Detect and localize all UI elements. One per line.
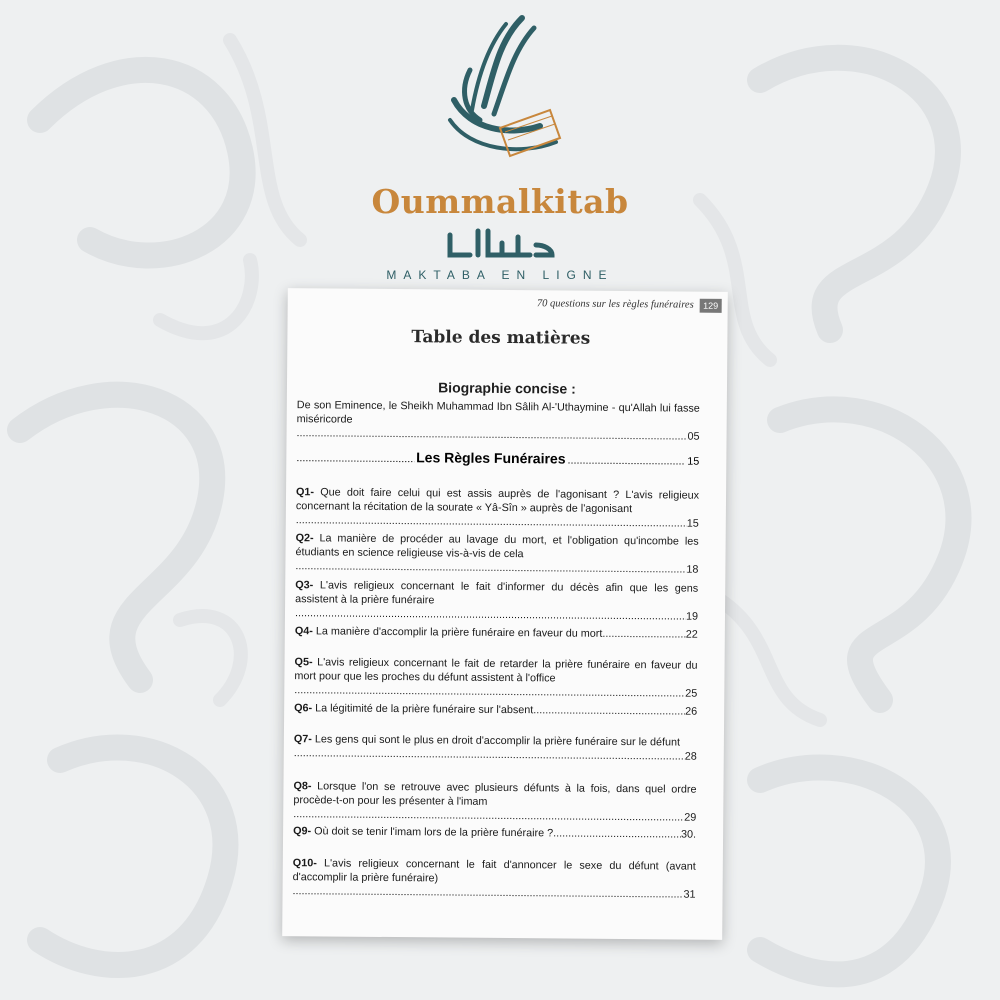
entry-label: Q3- (295, 579, 314, 592)
entry-page: 30. (681, 828, 697, 841)
dot-leader (296, 452, 414, 465)
toc-entry-q7 (294, 732, 697, 764)
entry-label: Q4- (294, 625, 313, 638)
section-page: 15 (687, 455, 700, 468)
entry-text: La manière d'accomplir la prière funéraire en faveur du mort (315, 625, 603, 640)
dot-leader (297, 426, 688, 443)
entry-page: 29 (684, 811, 697, 824)
running-header: 70 questions sur les règles funéraires (536, 298, 694, 311)
entry-page: 26 (685, 705, 698, 718)
page-number: 129 (700, 299, 722, 313)
toc-entry-q5 (294, 655, 697, 701)
brand-name: Oummalkitab (371, 182, 629, 221)
entry-label: Q2- (295, 532, 314, 545)
toc-entry-q8 (293, 779, 696, 825)
dot-leader (295, 606, 686, 623)
entry-text: Que doit faire celui qui est assis auprès de l'agonisant ? L'avis religieux concernant la récitation de la sourate « Yâ-Sîn » auprès de l'agonisant (295, 486, 700, 516)
entry-page: 25 (685, 687, 698, 700)
toc-entry-q6 (294, 701, 697, 719)
brand-logo-block (330, 10, 670, 280)
toc-entry-q2 (295, 531, 698, 577)
dot-leader (567, 455, 685, 468)
bio-leader (297, 426, 700, 444)
entry-page: 22 (685, 628, 698, 641)
entry-text: L'avis religieux concernant le fait d'annoncer le sexe du défunt (avant d'accomplir la prière funéraire) (292, 857, 696, 885)
entry-text: La légitimité de la prière funéraire sur l'absent (315, 702, 534, 717)
entry-label: Q8- (293, 780, 312, 793)
entry-text: Lorsque l'on se retrouve avec plusieurs défunts à la fois, dans quel ordre procède-t-on pour les présenter à l'imam (293, 780, 697, 808)
entry-label: Q10- (292, 857, 317, 870)
entry-label: Q6- (294, 702, 313, 715)
entry-label: Q1- (296, 486, 315, 499)
toc-entry-q9 (293, 824, 696, 842)
section-heading-line (296, 448, 699, 468)
entry-page: 31 (683, 888, 696, 901)
dot-leader (295, 559, 686, 576)
toc-entry-q1 (296, 485, 699, 531)
dot-leader (602, 627, 686, 642)
dot-leader (293, 884, 684, 901)
entry-label: Q7- (293, 733, 312, 746)
toc-entry-q4 (295, 624, 698, 642)
bio-page: 05 (687, 430, 700, 443)
entry-page: 19 (685, 610, 699, 623)
entry-label: Q9- (293, 825, 312, 838)
brand-arabic-logotype (440, 225, 560, 265)
entry-text: Où doit se tenir l'imam lors de la prière funéraire ? (314, 825, 554, 840)
dot-leader (553, 826, 681, 841)
dot-leader (296, 513, 687, 530)
bio-heading: Biographie concise : (438, 379, 576, 397)
bio-entry (297, 398, 700, 444)
entry-label: Q5- (294, 656, 313, 669)
dot-leader (293, 807, 684, 824)
brand-tagline: MAKTABA EN LIGNE (386, 268, 614, 282)
toc-title: Table des matières (411, 327, 591, 349)
dot-leader (294, 746, 685, 763)
dot-leader (533, 703, 685, 718)
section-title: Les Règles Funéraires (416, 449, 566, 467)
dot-leader (294, 683, 685, 700)
entry-text: La manière de procéder au lavage du mort, et l'obligation qu'incombe les étudiants en science religieuse vis-à-vis de cela (295, 532, 699, 561)
calligraphy-quill-emblem (430, 10, 570, 170)
entry-page: 28 (684, 750, 697, 763)
entry-page: 15 (686, 517, 699, 530)
entry-page: 18 (686, 563, 699, 576)
entry-text: Les gens qui sont le plus en droit d'accomplir la prière funéraire sur le défunt (314, 733, 681, 749)
book-page (282, 288, 728, 940)
toc-entry-q3 (295, 578, 698, 624)
toc-entry-q10 (293, 856, 696, 902)
entry-text: L'avis religieux concernant le fait d'informer du décès afin que les gens assistent à la prière funéraire (295, 579, 699, 607)
entry-text: L'avis religieux concernant le fait de retarder la prière funéraire en faveur du mort pour que les proches du défunt assistent à l'office (294, 656, 698, 685)
bio-text: De son Eminence, le Sheikh Muhammad Ibn Sâlih Al-'Uthaymine - qu'Allah lui fasse miséricorde (296, 399, 700, 426)
